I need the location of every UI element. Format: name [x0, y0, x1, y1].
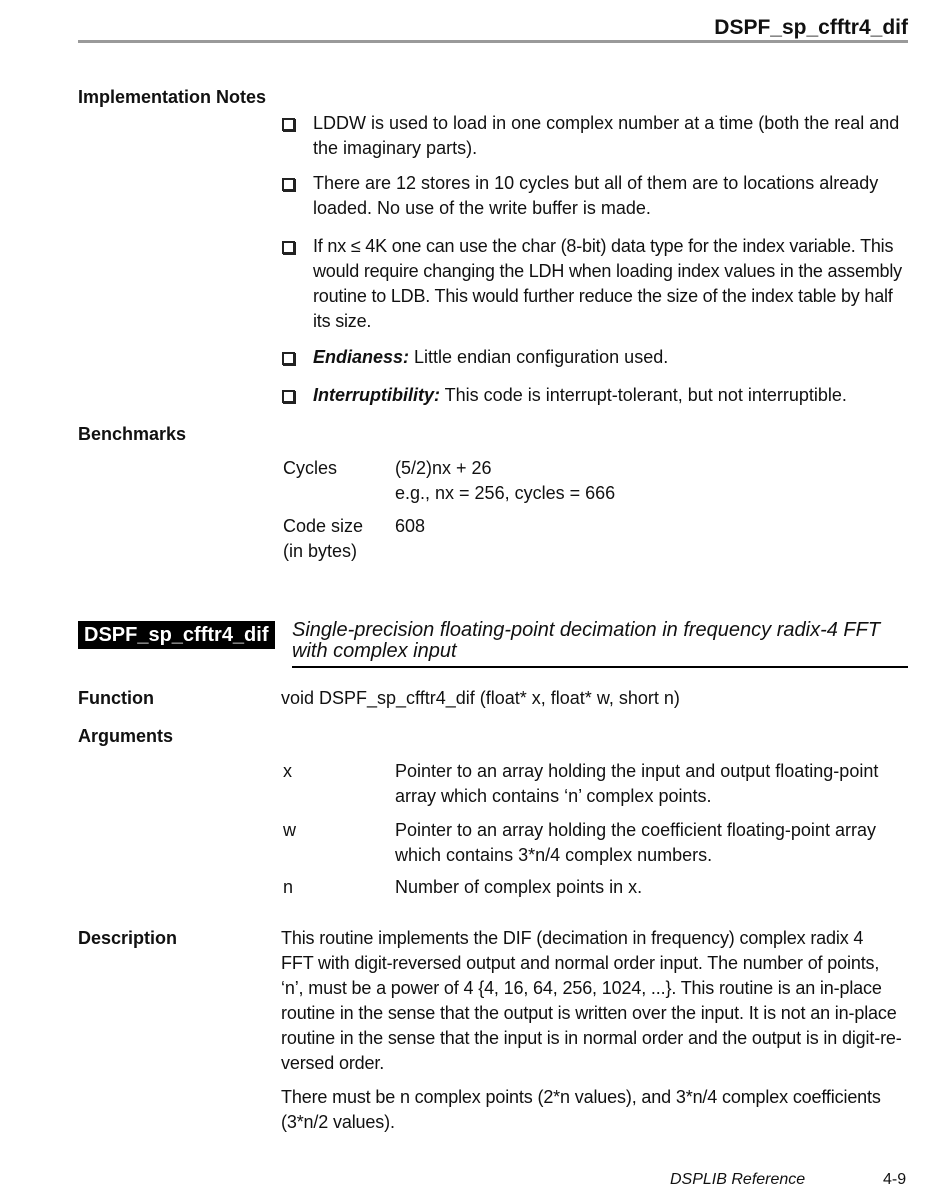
argument-row [283, 818, 915, 868]
bullet-text [313, 345, 910, 370]
argument-description [395, 818, 915, 868]
benchmark-value-line: (5/2)nx + 26 [395, 458, 492, 478]
argument-row [283, 759, 915, 809]
bullet-body: Little endian configuration used. [409, 347, 669, 367]
description-line: ‘n’, must be a power of 4 {4, 16, 64, 256, 1024, ...}. This routine is an in-place [281, 978, 882, 998]
checkbox-bullet-icon [282, 241, 295, 254]
argument-row [283, 875, 915, 900]
list-item [282, 234, 910, 334]
argument-description-line: array which contains ‘n’ complex points. [395, 786, 712, 806]
benchmark-key-line: (in bytes) [283, 541, 358, 561]
list-item [282, 171, 910, 221]
bullet-text [313, 383, 910, 408]
description-line: There must be n complex points (2*n values), and 3*n/4 complex coefficients [281, 1087, 881, 1107]
bullet-text: If nx ≤ 4K one can use the char (8-bit) data type for the index variable. This would require changing the LDH when loading index values in the assembly routine to LDB. This would further reduce the size of the index table by half its size. [313, 236, 902, 331]
argument-description [395, 875, 915, 900]
implementation-notes-heading: Implementation Notes [78, 87, 267, 107]
benchmark-key [283, 514, 395, 564]
argument-description-line: which contains 3*n/4 complex numbers. [395, 845, 713, 865]
benchmark-row-code-size [283, 514, 425, 564]
checkbox-bullet-icon [282, 390, 295, 403]
description-line: This routine implements the DIF (decimation in frequency) complex radix 4 [281, 928, 864, 948]
list-item [282, 383, 910, 408]
description-line: routine in the sense that the output is written over the input. It is not an in-place [281, 1003, 897, 1023]
title-rule [292, 666, 908, 668]
argument-name: w [283, 820, 296, 840]
argument-name: n [283, 877, 294, 897]
page-header-title: DSPF_sp_cfftr4_dif [714, 16, 908, 39]
benchmark-row-cycles [283, 456, 615, 506]
description-line: versed order. [281, 1053, 385, 1073]
benchmark-value-line: e.g., nx = 256, cycles = 666 [395, 483, 616, 503]
bullet-lead: Endianess: [313, 347, 410, 367]
bullet-body: This code is interrupt-tolerant, but not interruptible. [440, 385, 847, 405]
bullet-text: LDDW is used to load in one complex number at a time (both the real and the imaginary parts). [313, 113, 900, 158]
argument-description [395, 759, 915, 809]
routine-summary-line: with complex input [292, 640, 457, 662]
list-item [282, 111, 910, 161]
routine-summary [292, 620, 908, 662]
argument-description-line: Number of complex points in x. [395, 877, 643, 897]
benchmark-value [395, 456, 615, 506]
description-line: (3*n/2 values). [281, 1112, 395, 1132]
description-paragraph [281, 926, 921, 1076]
benchmarks-heading: Benchmarks [78, 424, 187, 444]
list-item [282, 345, 910, 370]
checkbox-bullet-icon [282, 178, 295, 191]
benchmark-key-line: Code size [283, 516, 364, 536]
benchmark-key: Cycles [283, 458, 338, 478]
argument-name: x [283, 761, 292, 781]
function-signature: void DSPF_sp_cfftr4_dif (float* x, float* w, short n) [281, 688, 680, 708]
header-rule [78, 40, 908, 43]
argument-description-line: Pointer to an array holding the input and output floating-point [395, 761, 879, 781]
bullet-text: There are 12 stores in 10 cycles but all of them are to locations already loaded. No use of the write buffer is made. [313, 173, 879, 218]
argument-description-line: Pointer to an array holding the coefficient floating-point array [395, 820, 876, 840]
footer-page-number: 4-9 [883, 1171, 907, 1188]
description-line: FFT with digit-reversed output and normal order input. The number of points, [281, 953, 880, 973]
routine-summary-line: Single-precision floating-point decimation in frequency radix-4 FFT [292, 619, 881, 641]
checkbox-bullet-icon [282, 118, 295, 131]
description-line: routine in the sense that the input is in normal order and the output is in digit-re- [281, 1028, 902, 1048]
checkbox-bullet-icon [282, 352, 295, 365]
footer-reference: DSPLIB Reference [670, 1171, 806, 1188]
description-paragraph [281, 1085, 921, 1135]
arguments-heading: Arguments [78, 726, 174, 746]
description-heading: Description [78, 928, 178, 948]
routine-name-badge: DSPF_sp_cfftr4_dif [78, 621, 275, 649]
bullet-lead: Interruptibility: [313, 385, 440, 405]
function-heading: Function [78, 688, 154, 708]
benchmark-value: 608 [395, 516, 426, 536]
